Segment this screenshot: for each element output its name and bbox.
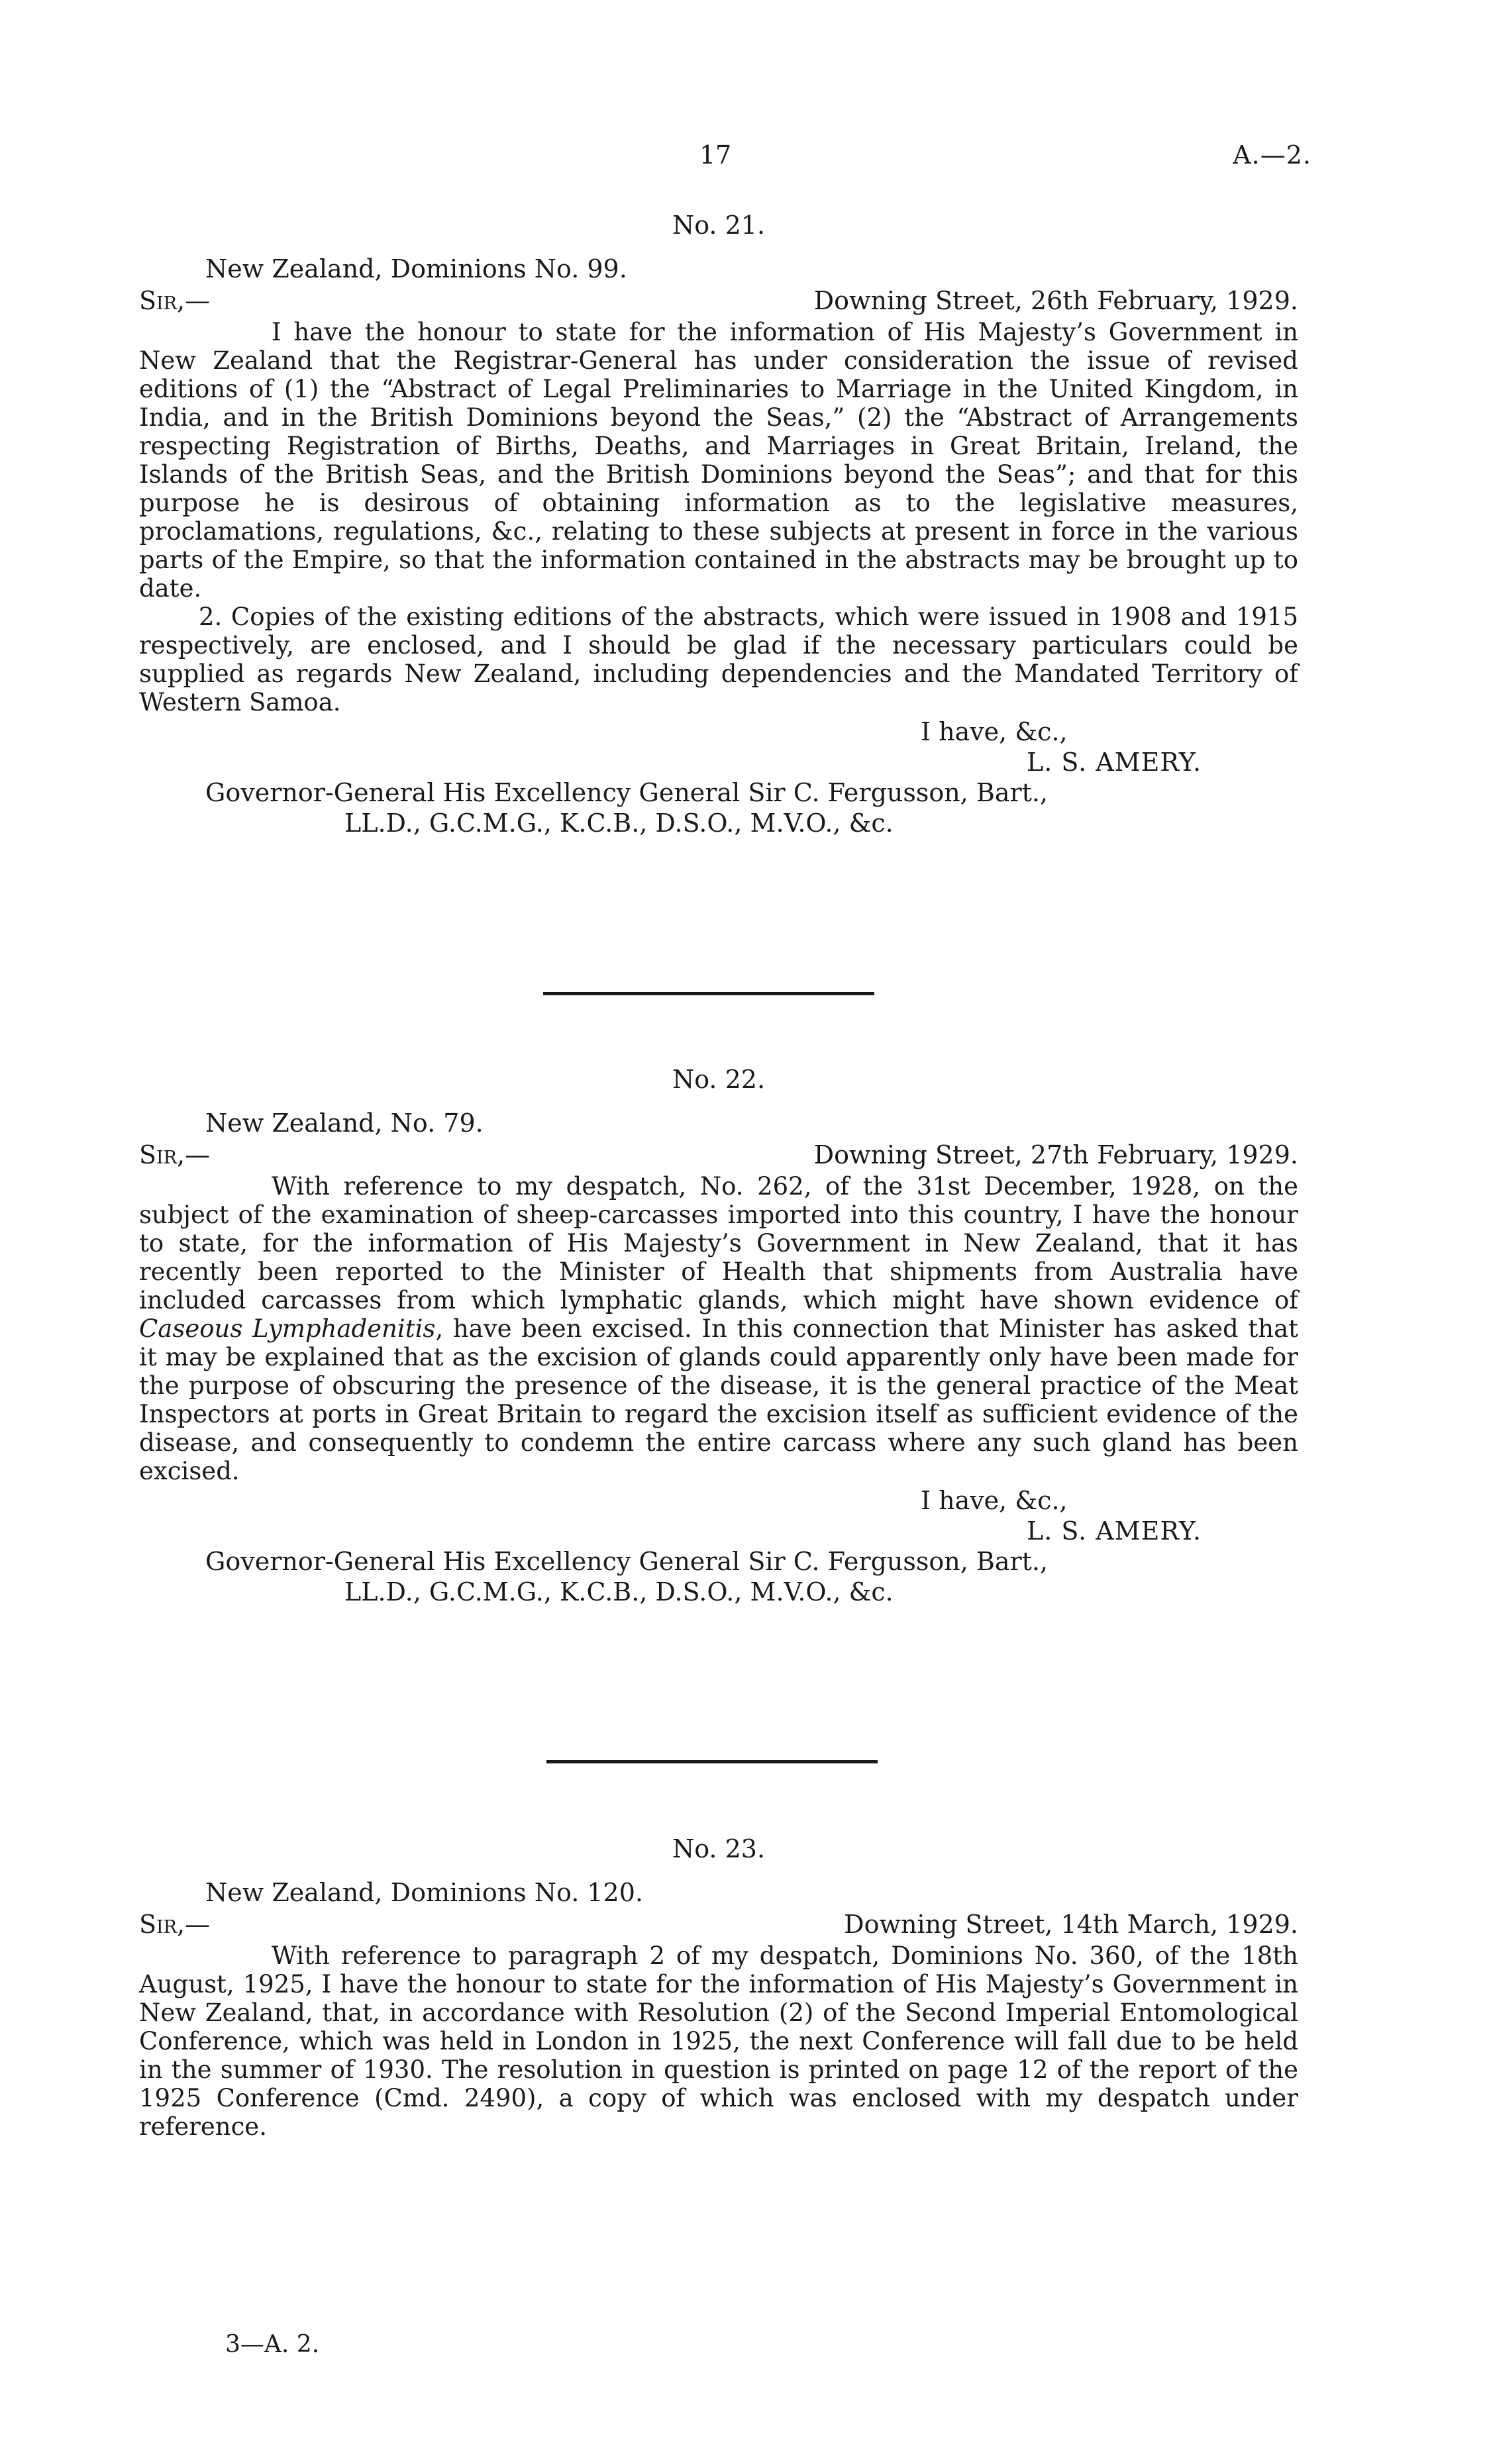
- letter-22: [139, 1065, 1298, 1607]
- body-paragraph: [139, 1172, 1298, 1485]
- salutation-line: [139, 1910, 1298, 1942]
- letter-23: [139, 1834, 1298, 2141]
- addressee-titles: LL.D., G.C.M.G., K.C.B., D.S.O., M.V.O., &c.: [344, 809, 894, 838]
- letter-address: New Zealand, Dominions No. 120.: [205, 1878, 643, 1907]
- addressee-line: Governor-General His Excellency General Sir C. Fergusson, Bart.,: [205, 1547, 1049, 1576]
- paper-reference: A.—2.: [1233, 140, 1311, 170]
- section-divider: [546, 1760, 878, 1763]
- body-paragraph: I have the honour to state for the information of His Majesty’s Government in New Zealand that the Registrar-General has under consideration the issue of revised editions of (1) the “Abstract of Legal Preliminaries to Marriage in the United Kingdom, in India, and in the British Dominions beyond the Seas,” (2) the “Abstract of Arrangements respecting Registration of Births, Deaths, and Marriages in Great Britain, Ireland, the Islands of the British Seas, and the British Dominions beyond the Seas”; and that for this purpose he is desirous of obtaining information as to the legislative measures, proclamations, regulations, &c., relating to these subjects at present in force in the various parts of the Empire, so that the information contained in the abstracts may be brought up to date.: [139, 318, 1298, 603]
- salutation: Sir,—: [139, 1140, 211, 1169]
- salutation: Sir,—: [139, 286, 211, 315]
- section-divider: [543, 992, 874, 995]
- letter-21: [139, 211, 1298, 838]
- paragraph-text: With reference to my despatch, No. 262, of the 31st December, 1928, on the subject of the examination of sheep-carcasses imported into this country, I have the honour to state, for the information of His Majesty’s Government in New Zealand, that it has recently been reported to the Minister of Health that shipments from Australia have included carcasses from which lymphatic glands, which might have shown evidence of: [139, 1172, 1298, 1314]
- body-paragraph: With reference to paragraph 2 of my despatch, Dominions No. 360, of the 18th August, 1925, I have the honour to state for the information of His Majesty’s Government in New Zealand, that, in accordance with Resolution (2) of the Second Imperial Entomological Conference, which was held in London in 1925, the next Conference will fall due to be held in the summer of 1930. The resolution in question is printed on page 12 of the report of the 1925 Conference (Cmd. 2490), a copy of which was enclosed with my despatch under reference.: [139, 1942, 1298, 2141]
- letter-closing: [139, 716, 1298, 838]
- salutation: Sir,—: [139, 1910, 211, 1939]
- letter-number: No. 22.: [672, 1065, 766, 1094]
- salutation-line: [139, 286, 1298, 318]
- addressee-titles: LL.D., G.C.M.G., K.C.B., D.S.O., M.V.O., &c.: [344, 1577, 894, 1606]
- dateline: Downing Street, 14th March, 1929.: [844, 1910, 1298, 1939]
- letter-number: No. 21.: [672, 211, 766, 240]
- dateline: Downing Street, 26th February, 1929.: [813, 286, 1298, 315]
- printer-signature-mark: 3—A. 2.: [225, 2331, 320, 2358]
- signature: L. S. AMERY.: [1027, 748, 1202, 777]
- letter-address: New Zealand, Dominions No. 99.: [205, 254, 627, 283]
- page-number: 17: [699, 140, 732, 170]
- body-paragraph: 2. Copies of the existing editions of the abstracts, which were issued in 1908 and 1915 respectively, are enclosed, and I should be glad if the necessary particulars could be supplied as regards New Zealand, including dependencies and the Mandated Territory of Western Samoa.: [139, 603, 1298, 716]
- letter-address: New Zealand, No. 79.: [205, 1109, 484, 1138]
- disease-name: Caseous Lymphadenitis: [139, 1314, 436, 1343]
- salutation-line: [139, 1140, 1298, 1172]
- dateline: Downing Street, 27th February, 1929.: [813, 1140, 1298, 1169]
- closing-phrase: I have, &c.,: [921, 717, 1068, 746]
- signature: L. S. AMERY.: [1027, 1516, 1202, 1546]
- paragraph-text: , have been excised. In this connection that Minister has asked that it may be explained that as the excision of glands could apparently only have been made for the purpose of obscuring the presence of the disease, it is the general practice of the Meat Inspectors at ports in Great Britain to regard the excision itself as sufficient evidence of the disease, and consequently to condemn the entire carcass where any such gland has been excised.: [139, 1314, 1299, 1485]
- addressee-line: Governor-General His Excellency General Sir C. Fergusson, Bart.,: [205, 778, 1049, 807]
- closing-phrase: I have, &c.,: [921, 1486, 1068, 1515]
- letter-closing: [139, 1485, 1298, 1607]
- letter-number: No. 23.: [672, 1834, 766, 1863]
